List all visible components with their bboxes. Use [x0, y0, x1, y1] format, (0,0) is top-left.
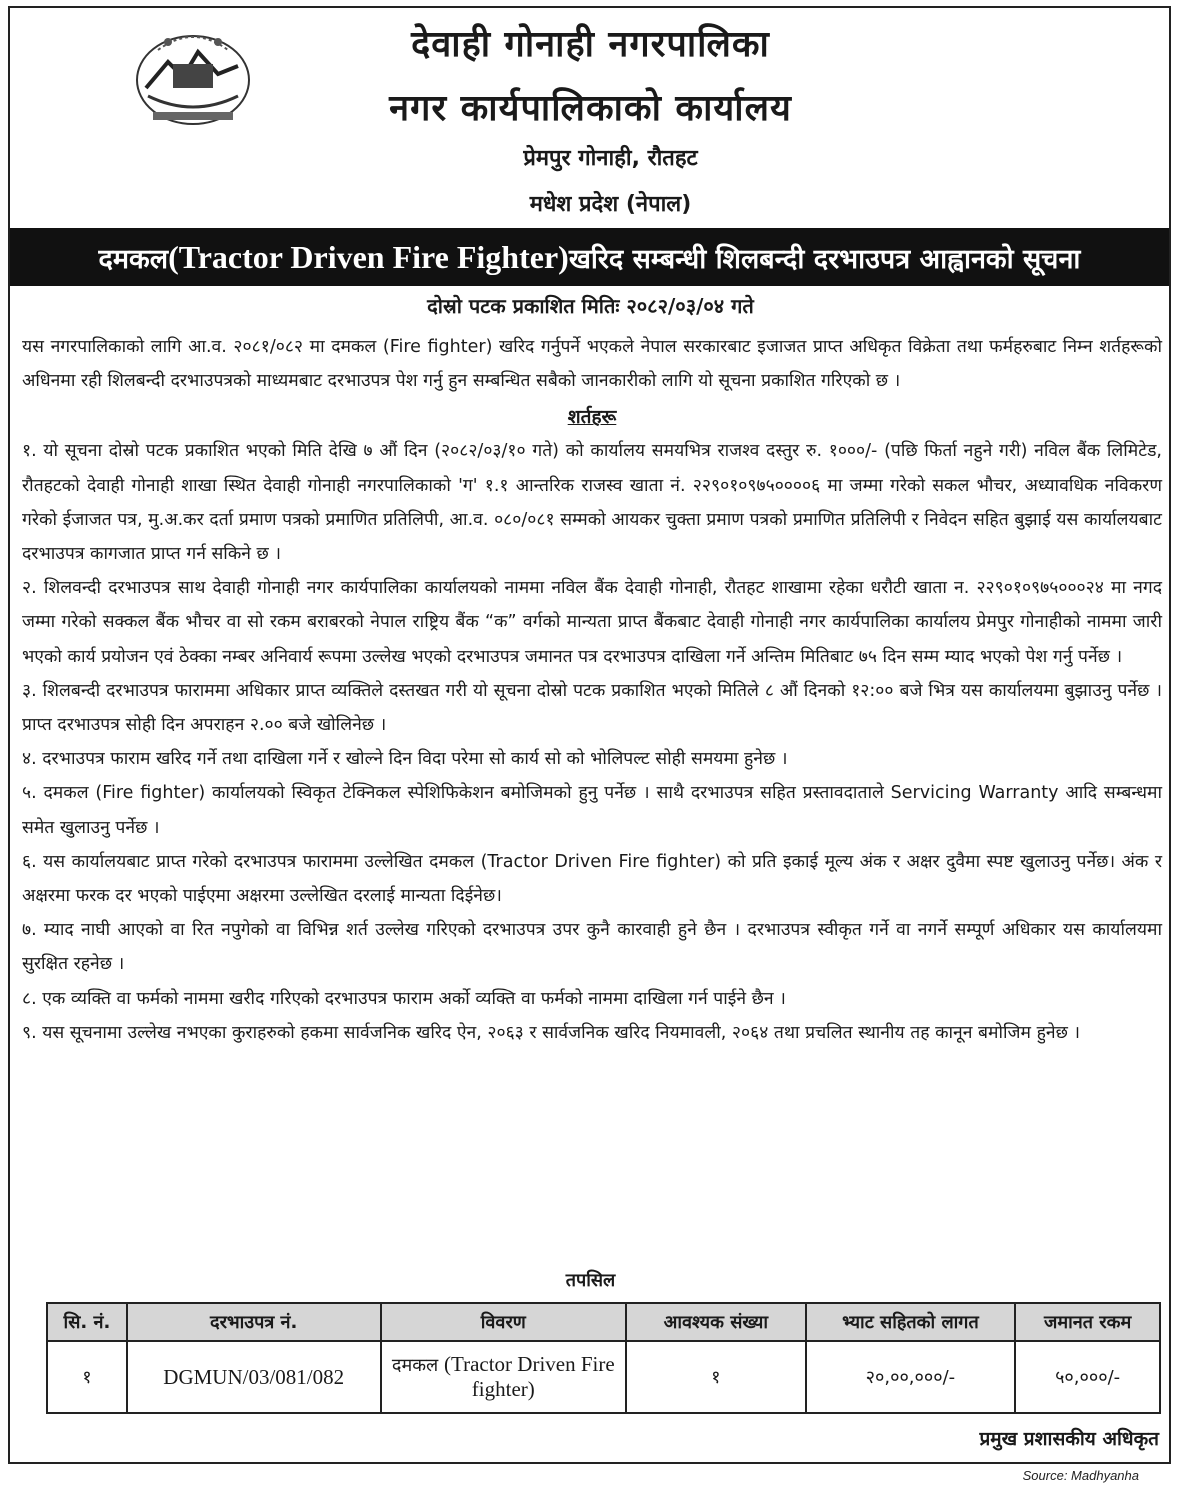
- desc-devanagari: दमकल: [391, 1355, 439, 1376]
- condition-item: ६. यस कार्यालयबाट प्राप्त गरेको दरभाउपत्र फाराममा उल्लेखित दमकल (Tractor Driven Fire fighter) को प्रति इकाई मूल्य अंक र अक्षर दुवैमा स्पष्ट खुलाउनु पर्नेछ। अंक र अक्षरमा फरक दर भएको पाईएमा अक्षरमा उल्लेखित दरलाई मान्यता दिईनेछ।: [22, 851, 1162, 907]
- desc-latin: (Tractor Driven Fire fighter): [444, 1352, 615, 1401]
- title-latin: (Tractor Driven Fire Fighter): [168, 238, 569, 275]
- col-header-security: जमानत रकम: [1015, 1303, 1160, 1341]
- notice-body: [22, 330, 1162, 1050]
- condition-item: ५. दमकल (Fire fighter) कार्यालयको स्विकृत टेक्निकल स्पेशिफिकेशन बमोजिमको हुनु पर्नेछ । साथै दरभाउपत्र सहित प्रस्तावदाताले Servicing Warranty आदि सम्बन्धमा समेत खुलाउनु पर्नेछ ।: [22, 783, 1162, 838]
- office-address: प्रेमपुर गोनाही, रौतहट: [523, 146, 698, 171]
- condition-item: २. शिलवन्दी दरभाउपत्र साथ देवाही गोनाही नगर कार्यपालिका कार्यालयको नाममा नविल बैंक देवाही गोनाही, रौतहट शाखामा रहेका धरौटी खाता न. २२९०१०९७५०००२४ मा नगद जम्मा गरेको सक्कल बैंक भौचर वा सो रकम बराबरको नेपाल राष्ट्रिय बैंक “क” वर्गको मान्यता प्राप्त बैंकबाट देवाही गोनाही नगर कार्यपालिका कार्यालय प्रेमपुर गोनाहीको नाममा जारी भएको कार्य प्रयोजन एवं ठेक्का नम्बर अनिवार्य रूपमा उल्लेख भएको दरभाउपत्र जमानत पत्र दरभाउपत्र दाखिला गर्ने अन्तिम मितिबाट ७५ दिन सम्म म्याद भएको पेश गर्नु पर्नेछ ।: [22, 578, 1162, 667]
- office-name: नगर कार्यपालिकाको कार्यालय: [389, 88, 792, 129]
- conditions-list: [22, 434, 1162, 1050]
- condition-item: ४. दरभाउपत्र फाराम खरिद गर्ने तथा दाखिला गर्ने र खोल्ने दिन विदा परेमा सो कार्य सो को भोलिपल्ट सोही समयमा हुनेछ ।: [22, 749, 788, 770]
- col-header-description: विवरण: [381, 1303, 626, 1341]
- signatory-title: प्रमुख प्रशासकीय अधिकृत: [979, 1428, 1159, 1450]
- col-header-sn: सि. नं.: [47, 1303, 127, 1341]
- condition-item: ९. यस सूचनामा उल्लेख नभएका कुराहरुको हकमा सार्वजनिक खरिद ऐन, २०६३ र सार्वजनिक खरिद नियमावली, २०६४ तथा प्रचलित स्थानीय तह कानून बमोजिम हुनेछ ।: [22, 1022, 1081, 1043]
- col-header-cost: भ्याट सहितको लागत: [806, 1303, 1016, 1341]
- intro-paragraph: यस नगरपालिकाको लागि आ.व. २०८१/०८२ मा दमकल (Fire fighter) खरिद गर्नुपर्ने भएकले नेपाल सरकारबाट इजाजत प्राप्त अधिकृत विक्रेता तथा फर्महरुबाट निम्न शर्तहरूको अधिनमा रही शिलबन्दी दरभाउपत्रको माध्यमबाट दरभाउपत्र पेश गर्नु हुन सम्बन्धित सबैको जानकारीको लागि यो सूचना प्रकाशित गरिएको छ ।: [22, 337, 1162, 392]
- notice-header: [0, 0, 1181, 228]
- title-suffix: खरिद सम्बन्धी शिलबन्दी दरभाउपत्र आह्वानको सूचना: [568, 243, 1081, 275]
- condition-item: १. यो सूचना दोस्रो पटक प्रकाशित भएको मिति देखि ७ औं दिन (२०८२/०३/१० गते) को कार्यालय समयभित्र राजश्व दस्तुर रु. १०००/- (पछि फिर्ता नहुने गरी) नविल बैंक लिमिटेड, रौतहटको देवाही गोनाही शाखा स्थित देवाही गोनाही नगरपालिकाको 'ग' १.१ आन्तरिक राजस्व खाता नं. २२९०१०९७५००००६ मा जम्मा गरेको सकल भौचर, अध्यावधिक नविकरण गरेको ईजाजत पत्र, मु.अ.कर दर्ता प्रमाण पत्रको प्रमाणित प्रतिलिपी, आ.व. ०८०/०८१ सम्मको आयकर चुक्ता प्रमाण पत्रको प्रमाणित प्रतिलिपी र निवेदन सहित बुझाई यस कार्यालयबाट दरभाउपत्र कागजात प्राप्त गर्न सकिने छ ।: [22, 441, 1162, 565]
- condition-item: ७. म्याद नाघी आएको वा रित नपुगेको वा विभिन्न शर्त उल्लेख गरिएको दरभाउपत्र उपर कुनै कारवाही हुने छैन । दरभाउपत्र स्वीकृत गर्ने वा नगर्ने सम्पूर्ण अधिकार यस कार्यालयमा सुरक्षित रहनेछ ।: [22, 920, 1162, 975]
- cell-bid-no: DGMUN/03/081/082: [127, 1341, 381, 1413]
- cell-quantity: १: [626, 1341, 806, 1413]
- municipality-name: देवाही गोनाही नगरपालिका: [411, 24, 770, 65]
- condition-item: ३. शिलबन्दी दरभाउपत्र फाराममा अधिकार प्राप्त व्यक्तिले दस्तखत गरी यो सूचना दोस्रो पटक प्रकाशित भएको मितिले ८ औं दिनको १२:०० बजे भित्र यस कार्यालयमा बुझाउनु पर्नेछ । प्राप्त दरभाउपत्र सोही दिन अपराहन २.०० बजे खोलिनेछ ।: [22, 680, 1162, 736]
- cell-description: [381, 1341, 626, 1413]
- table-header-row: [47, 1303, 1160, 1341]
- province-name: मधेश प्रदेश (नेपाल): [529, 192, 692, 217]
- table-row: [47, 1341, 1160, 1413]
- condition-item: ८. एक व्यक्ति वा फर्मको नाममा खरीद गरिएको दरभाउपत्र फाराम अर्को व्यक्ति वा फर्मको नाममा दाखिला गर्न पाईने छैन ।: [22, 988, 786, 1009]
- title-prefix: दमकल: [98, 243, 169, 275]
- cell-sn: १: [47, 1341, 127, 1413]
- conditions-heading: शर्तहरू: [567, 406, 617, 429]
- publication-date: दोस्रो पटक प्रकाशित मितिः २०८२/०३/०४ गते: [427, 294, 754, 318]
- schedule-title: तपसिल: [565, 1270, 616, 1291]
- schedule-table: [46, 1302, 1161, 1414]
- notice-title: [10, 228, 1169, 286]
- source-credit: Source: Madhyanha: [1022, 1468, 1139, 1483]
- col-header-bid-no: दरभाउपत्र नं.: [127, 1303, 381, 1341]
- cell-cost: २०,००,०००/-: [806, 1341, 1016, 1413]
- cell-security: ५०,०००/-: [1015, 1341, 1160, 1413]
- col-header-quantity: आवश्यक संख्या: [626, 1303, 806, 1341]
